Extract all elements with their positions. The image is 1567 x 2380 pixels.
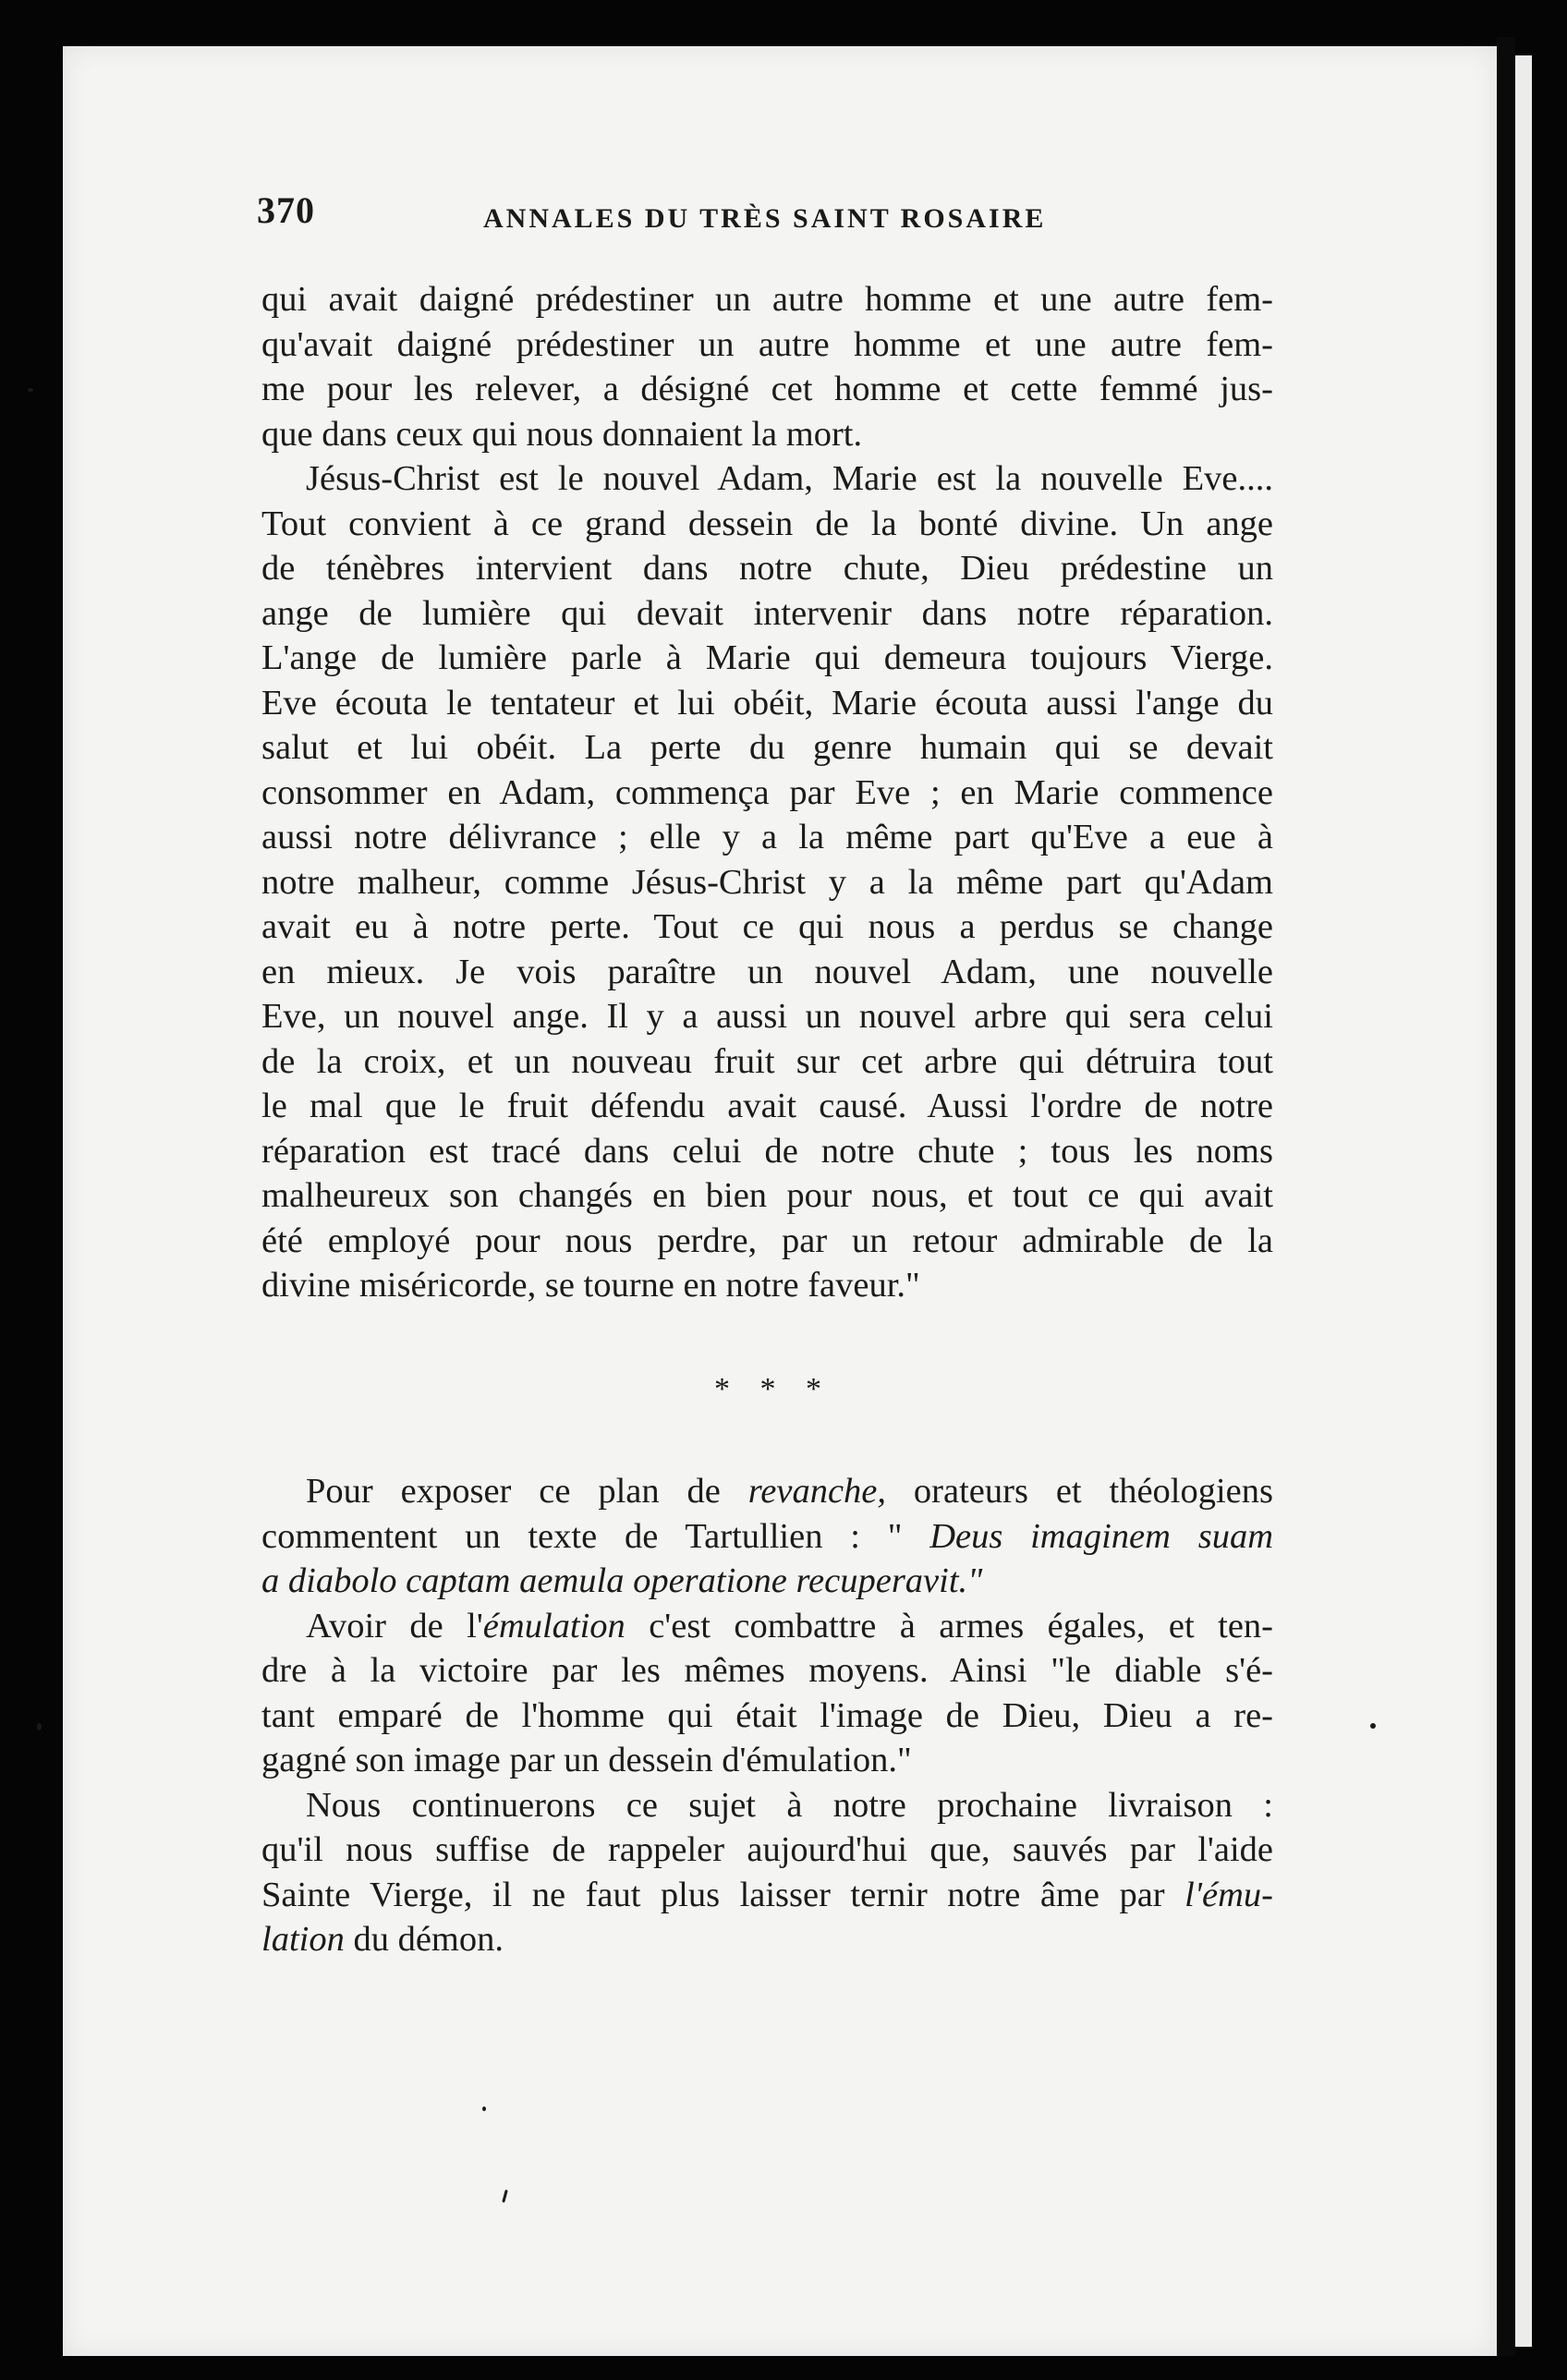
text-line: divine miséricorde, se tourne en notre faveur." bbox=[261, 1266, 920, 1305]
closing-section bbox=[261, 1469, 1273, 1962]
page-number: 370 bbox=[257, 189, 315, 231]
text-line: été employé pour nous perdre, par un retour admirable de la bbox=[261, 1220, 1273, 1260]
text-line: dre à la victoire par les mêmes moyens. Ainsi "le diable s'é- bbox=[261, 1651, 1273, 1690]
text-line: qu'avait daigné prédestiner un autre homme et une autre fem- bbox=[261, 324, 1273, 364]
text-line: me pour les relever, a désigné cet homme et cette femmé jus- bbox=[261, 370, 1273, 408]
scan-speck bbox=[28, 388, 33, 392]
text-line: Jésus-Christ est le nouvel Adam, Marie est la nouvelle Eve.... bbox=[306, 459, 1273, 498]
scan-speck bbox=[37, 1723, 42, 1730]
text-line: lation du démon. bbox=[261, 1920, 504, 1959]
text-line: commentent un texte de Tartullien : " Deus imaginem suam bbox=[261, 1516, 1273, 1556]
text-line: qui avait daigné prédestiner un autre homme et une autre fem- bbox=[261, 280, 1273, 319]
paragraph-1 bbox=[261, 277, 1273, 456]
text-line: tant emparé de l'homme qui était l'image de Dieu, Dieu a re- bbox=[261, 1695, 1273, 1735]
section-separator: * * * bbox=[714, 1372, 832, 1406]
text-line: Tout convient à ce grand dessein de la bonté divine. Un ange bbox=[261, 504, 1273, 543]
text-line: Pour exposer ce plan de revanche, orateurs et théologiens bbox=[306, 1472, 1273, 1511]
text-line: gagné son image par un dessein d'émulation." bbox=[261, 1741, 912, 1779]
paragraph-5 bbox=[261, 1783, 1273, 1962]
text-line: a diabolo captam aemula operatione recuperavit." bbox=[261, 1561, 983, 1600]
text-line: qu'il nous suffise de rappeler aujourd'hui que, sauvés par l'aide bbox=[261, 1830, 1273, 1869]
page-header bbox=[257, 188, 1282, 244]
text-line: consommer en Adam, commença par Eve ; en Marie commence bbox=[261, 772, 1273, 812]
scan-speck bbox=[1370, 1723, 1376, 1729]
paragraph-2 bbox=[261, 456, 1273, 1308]
scan-speck bbox=[482, 2107, 486, 2111]
text-line: Eve, un nouvel ange. Il y a aussi un nouvel arbre qui sera celui bbox=[261, 997, 1273, 1036]
paragraph-3 bbox=[261, 1469, 1273, 1604]
paragraph-4 bbox=[261, 1604, 1273, 1783]
text-line: L'ange de lumière parle à Marie qui demeura toujours Vierge. bbox=[261, 638, 1273, 677]
body-text bbox=[261, 277, 1273, 1308]
text-line: en mieux. Je vois paraître un nouvel Adam, une nouvelle bbox=[261, 952, 1273, 991]
text-line: que dans ceux qui nous donnaient la mort. bbox=[261, 414, 863, 454]
page-gutter-shadow bbox=[1497, 37, 1515, 2356]
text-line: malheureux son changés en bien pour nous, et tout ce qui avait bbox=[261, 1176, 1273, 1215]
text-line: réparation est tracé dans celui de notre chute ; tous les noms bbox=[261, 1131, 1273, 1171]
text-line: avait eu à notre perte. Tout ce qui nous a perdus se change bbox=[261, 907, 1273, 946]
running-title: ANNALES DU TRÈS SAINT ROSAIRE bbox=[483, 203, 1047, 234]
text-line: aussi notre délivrance ; elle y a la même part qu'Eve a eue à bbox=[261, 818, 1273, 856]
text-line: de ténèbres intervient dans notre chute, Dieu prédestine un bbox=[261, 549, 1273, 588]
text-line: notre malheur, comme Jésus-Christ y a la même part qu'Adam bbox=[261, 862, 1273, 902]
text-line: ange de lumière qui devait intervenir dans notre réparation. bbox=[261, 593, 1273, 633]
text-line: de la croix, et un nouveau fruit sur cet arbre qui détruira tout bbox=[261, 1041, 1273, 1081]
text-line: le mal que le fruit défendu avait causé. Aussi l'ordre de notre bbox=[261, 1087, 1273, 1125]
text-line: Nous continuerons ce sujet à notre prochaine livraison : bbox=[306, 1785, 1273, 1825]
next-page-edge bbox=[1515, 55, 1532, 2347]
text-line: salut et lui obéit. La perte du genre humain qui se devait bbox=[261, 728, 1273, 767]
text-line: Sainte Vierge, il ne faut plus laisser ternir notre âme par l'ému- bbox=[261, 1875, 1273, 1914]
text-line: Avoir de l'émulation c'est combattre à armes égales, et ten- bbox=[306, 1606, 1273, 1645]
text-line: Eve écouta le tentateur et lui obéit, Marie écouta aussi l'ange du bbox=[261, 683, 1273, 722]
